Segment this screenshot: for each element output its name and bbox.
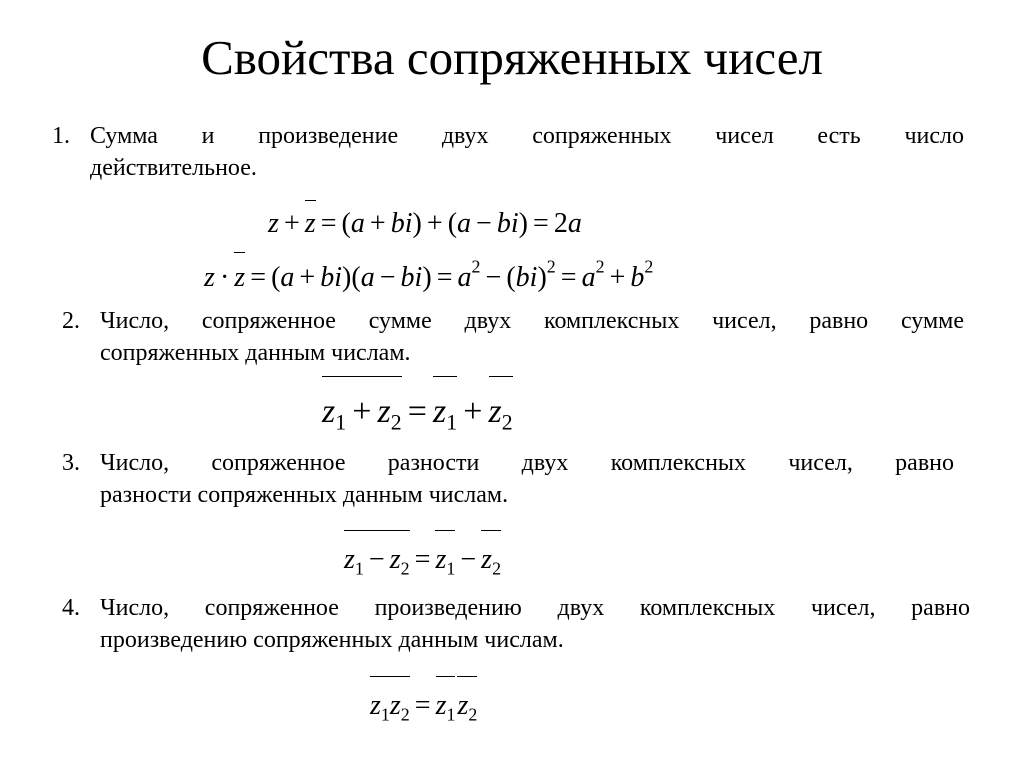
formula-sum-conjugate: z + z = (a + bi) + (a − bi) = 2a (268, 200, 582, 244)
page-title: Свойства сопряженных чисел (201, 30, 823, 85)
property-item-2 (62, 305, 964, 369)
item-number: 1. (52, 123, 70, 149)
property-item-3 (62, 447, 954, 511)
item-text-line1: Число, сопряженное разности двух комплексных чисел, равно (100, 450, 954, 476)
formula-product-conjugate: $z \cdot z = (a + bi)(a - bi) = a^2 - (bi)^2 = a^2 + b^2$ (204, 252, 653, 300)
formula-conjugate-of-difference: $z_1 - z_2 = z_1 - z_2$ (344, 530, 501, 584)
formula-conjugate-of-sum: $z_1 + z_2 = z_1 + z_2$ (322, 376, 513, 440)
item-text-line1: Число, сопряженное произведению двух комплексных чисел, равно (100, 595, 970, 621)
item-number: 4. (62, 595, 80, 621)
item-text-line1: Число, сопряженное сумме двух комплексных чисел, равно сумме (100, 308, 964, 334)
property-item-1 (52, 120, 964, 184)
item-text-line2: действительное. (90, 155, 257, 181)
item-text-line2: сопряженных данным числам. (100, 340, 411, 366)
item-number: 2. (62, 308, 80, 334)
item-text-line2: разности сопряженных данным числам. (100, 482, 509, 508)
item-text-line2: произведению сопряженных данным числам. (100, 627, 564, 653)
formula-conjugate-of-product: $z_1z_2 = z_1z_2$ (370, 676, 477, 730)
property-item-4 (62, 592, 970, 656)
item-number: 3. (62, 450, 80, 476)
item-text-line1: Сумма и произведение двух сопряженных чисел есть число (90, 123, 964, 149)
